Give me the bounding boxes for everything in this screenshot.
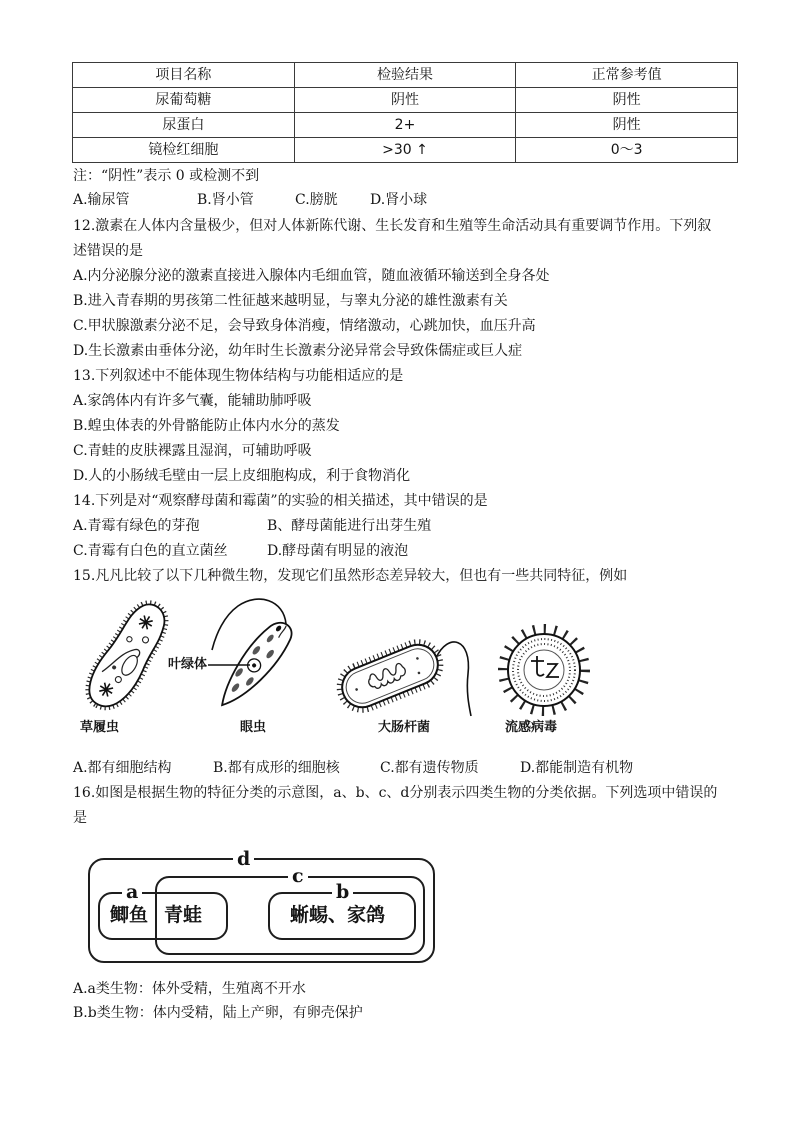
table-header-cell: 项目名称 <box>73 63 295 88</box>
table-cell: 0～3 <box>516 138 738 163</box>
group-b-label: b <box>332 883 353 901</box>
q14-option-c: C.青霉有白色的直立菌丝 <box>73 543 228 559</box>
table-cell: 尿葡萄糖 <box>73 88 295 113</box>
q12-stem: 述错误的是 <box>73 243 143 259</box>
q16-option-b: B.b类生物：体内受精，陆上产卵，有卵壳保护 <box>73 1005 363 1021</box>
q15-option-a: A.都有细胞结构 <box>73 760 172 776</box>
crucian-carp-text: 鲫鱼 <box>110 904 149 926</box>
q13-option-c: C.青蛙的皮肤裸露且湿润，可辅助呼吸 <box>73 443 312 459</box>
table-cell: 镜检红细胞 <box>73 138 295 163</box>
q12-option-b: B.进入青春期的男孩第二性征越来越明显，与睾丸分泌的雄性激素有关 <box>73 293 508 309</box>
table-cell: 阴性 <box>516 113 738 138</box>
flu-virus-caption: 流感病毒 <box>505 720 558 735</box>
frog-text: 青蛙 <box>164 904 203 926</box>
q12-option-c: C.甲状腺激素分泌不足，会导致身体消瘦，情绪激动，心跳加快，血压升高 <box>73 318 536 334</box>
q13-option-a: A.家鸽体内有许多气囊，能辅助肺呼吸 <box>73 393 312 409</box>
urine-test-table <box>72 62 738 163</box>
lizard-pigeon-text: 蜥蜴、家鸽 <box>290 904 386 926</box>
table-cell: 阴性 <box>516 88 738 113</box>
group-a-label: a <box>122 883 142 901</box>
paramecium-figure <box>76 594 176 718</box>
q13-option-d: D.人的小肠绒毛壁由一层上皮细胞构成，利于食物消化 <box>73 468 411 484</box>
paramecium-caption: 草履虫 <box>80 720 120 735</box>
q14-stem: 14.下列是对“观察酵母菌和霉菌”的实验的相关描述，其中错误的是 <box>73 493 488 509</box>
q16-stem: 是 <box>73 810 87 826</box>
q11-option-d: D.肾小球 <box>370 192 428 208</box>
q15-option-c: C.都有遗传物质 <box>380 760 479 776</box>
table-row <box>73 138 738 163</box>
euglena-caption: 眼虫 <box>240 720 267 735</box>
paramecium-body <box>80 596 176 715</box>
table-cell: 尿蛋白 <box>73 113 295 138</box>
q12-option-a: A.内分泌腺分泌的激素直接进入腺体内毛细血管，随血液循环输送到全身各处 <box>73 268 550 284</box>
q12-stem: 12.激素在人体内含量极少，但对人体新陈代谢、生长发育和生殖等生命活动具有重要调节作用。下列叙 <box>73 218 712 234</box>
ecoli-flagellum <box>436 642 471 716</box>
ecoli-caption: 大肠杆菌 <box>378 720 431 735</box>
ecoli-figure <box>326 626 476 718</box>
group-c-label: c <box>288 867 308 885</box>
table-cell: >30 ↑ <box>294 138 516 163</box>
q14-option-d: D.酵母菌有明显的液泡 <box>267 543 409 559</box>
table-cell: 2+ <box>294 113 516 138</box>
chloroplast-label: 叶绿体 <box>168 657 208 672</box>
q11-option-b: B.肾小管 <box>197 192 254 208</box>
influenza-virus-figure <box>494 620 594 720</box>
q15-option-d: D.都能制造有机物 <box>520 760 634 776</box>
group-d-label: d <box>233 850 254 868</box>
euglena-figure <box>208 594 308 718</box>
q15-stem: 15.凡凡比较了以下几种微生物，发现它们虽然形态差异较大，但也有一些共同特征，例如 <box>73 568 628 584</box>
q15-option-b: B.都有成形的细胞核 <box>213 760 340 776</box>
table-header-row <box>73 63 738 88</box>
q11-option-c: C.膀胱 <box>295 192 338 208</box>
q16-option-a: A.a类生物：体外受精，生殖离不开水 <box>73 981 306 997</box>
table-cell: 阴性 <box>294 88 516 113</box>
table-header-cell: 正常参考值 <box>516 63 738 88</box>
q13-option-b: B.蝗虫体表的外骨骼能防止体内水分的蒸发 <box>73 418 340 434</box>
q14-option-b: B、酵母菌能进行出芽生殖 <box>267 518 432 534</box>
q13-stem: 13.下列叙述中不能体现生物体结构与功能相适应的是 <box>73 368 404 384</box>
q16-stem: 16.如图是根据生物的特征分类的示意图，a、b、c、d分别表示四类生物的分类依据。下列选项中错误的 <box>73 785 718 801</box>
q14-option-a: A.青霉有绿色的芽孢 <box>73 518 200 534</box>
q12-option-d: D.生长激素由垂体分泌，幼年时生长激素分泌异常会导致侏儒症或巨人症 <box>73 343 523 359</box>
table-header-cell: 检验结果 <box>294 63 516 88</box>
table-row <box>73 88 738 113</box>
table-row <box>73 113 738 138</box>
table-note: 注：“阴性”表示 0 或检测不到 <box>73 168 260 184</box>
virus-core <box>524 650 564 690</box>
q11-option-a: A.输尿管 <box>73 192 130 208</box>
